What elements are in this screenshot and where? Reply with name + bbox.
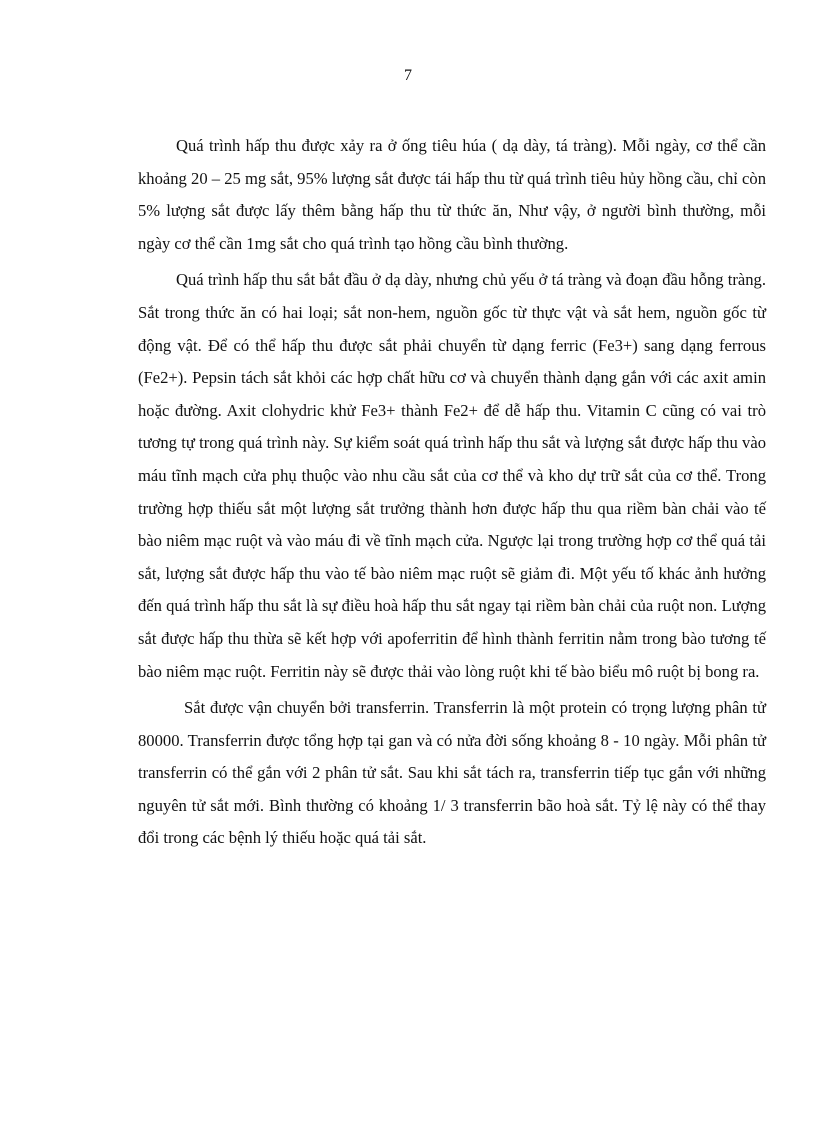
- document-body: [138, 130, 766, 859]
- paragraph-iron-absorption-process: Quá trình hấp thu sắt bắt đầu ở dạ dày, nhưng chủ yếu ở tá tràng và đoạn đầu hỗng tràng. Sắt trong thức ăn có hai loại; sắt non-hem, nguồn gốc từ thực vật và sắt hem, nguồn gốc từ động vật. Để có thể hấp thu được sắt phải chuyển từ dạng ferric (Fe3+) sang dạng ferrous (Fe2+). Pepsin tách sắt khỏi các hợp chất hữu cơ và chuyển thành dạng gắn với các axit amin hoặc đường. Axit clohydric khử Fe3+ thành Fe2+ để dễ hấp thu. Vitamin C cũng có vai trò tương tự trong quá trình này. Sự kiểm soát quá trình hấp thu sắt và lượng sắt được hấp thu vào máu tĩnh mạch cửa phụ thuộc vào nhu cầu sắt của cơ thể và kho dự trữ sắt của cơ thể. Trong trường hợp thiếu sắt một lượng sắt trưởng thành hơn được hấp thu qua riềm bàn chải vào tế bào niêm mạc ruột và vào máu đi về tĩnh mạch cửa. Ngược lại trong trường hợp cơ thể quá tải sắt, lượng sắt được hấp thu vào tế bào niêm mạc ruột sẽ giảm đi. Một yếu tố khác ảnh hưởng đến quá trình hấp thu sắt là sự điều hoà hấp thu sắt ngay tại riềm bàn chải của ruột non. Lượng sắt được hấp thu thừa sẽ kết hợp với apoferritin để hình thành ferritin nằm trong bào tương tế bào niêm mạc ruột. Ferritin này sẽ được thải vào lòng ruột khi tế bào biểu mô ruột bị bong ra.: [138, 270, 766, 681]
- page-number: 7: [404, 67, 412, 84]
- paragraph-iron-absorption-overview: Quá trình hấp thu được xảy ra ở ống tiêu húa ( dạ dày, tá tràng). Mỗi ngày, cơ thể cần khoảng 20 – 25 mg sắt, 95% lượng sắt được tái hấp thu từ quá trình tiêu hủy hồng cầu, chỉ còn 5% lượng sắt được lấy thêm bằng hấp thu từ thức ăn, Như vậy, ở người bình thường, mỗi ngày cơ thể cần 1mg sắt cho quá trình tạo hồng cầu bình thường.: [138, 136, 766, 253]
- paragraph-iron-transport: Sắt được vận chuyển bởi transferrin. Transferrin là một protein có trọng lượng phân tử 80000. Transferrin được tổng hợp tại gan và có nửa đời sống khoảng 8 - 10 ngày. Mỗi phân tử transferrin có thể gắn với 2 phân tử sắt. Sau khi sắt tách ra, transferrin tiếp tục gắn với những nguyên tử sắt mới. Bình thường có khoảng 1/ 3 transferrin bão hoà sắt. Tỷ lệ này có thể thay đổi trong các bệnh lý thiếu hoặc quá tải sắt.: [138, 698, 766, 848]
